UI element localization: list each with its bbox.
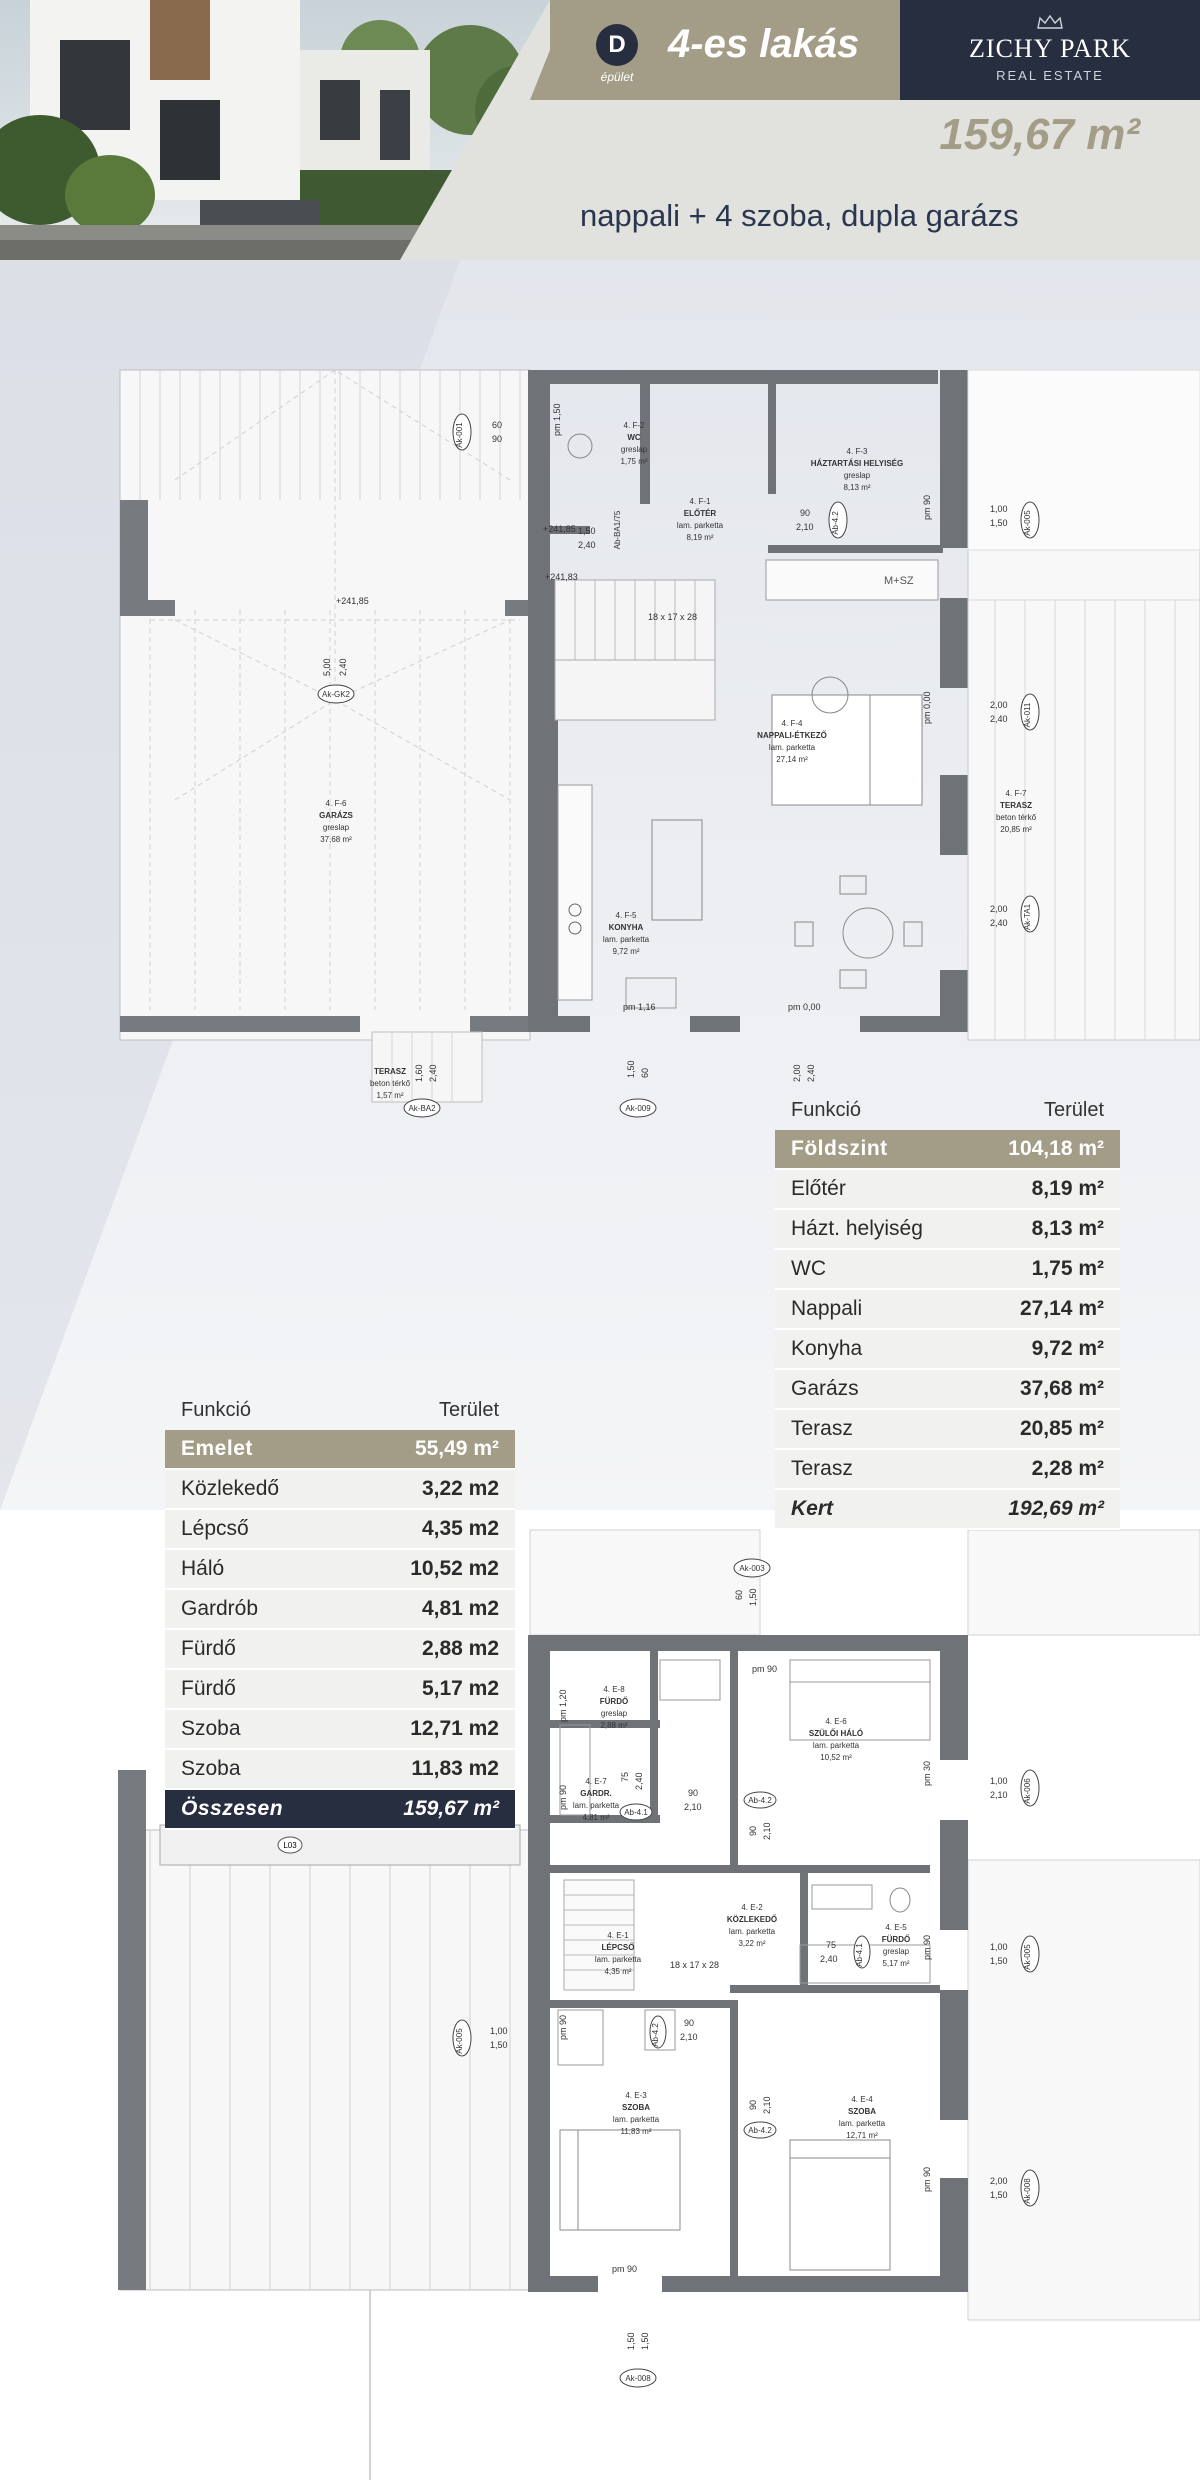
row-label: Fürdő (181, 1637, 236, 1660)
apartment-title: 4-es lakás (668, 22, 860, 66)
header-area: Terület (1043, 1099, 1104, 1121)
table-row (775, 1370, 1120, 1410)
svg-text:2,00: 2,00 (990, 2176, 1008, 2186)
svg-text:1,75 m²: 1,75 m² (620, 457, 648, 466)
svg-text:1,00: 1,00 (990, 504, 1008, 514)
row-label: Konyha (791, 1337, 863, 1360)
svg-text:pm 1,16: pm 1,16 (623, 1002, 656, 1012)
svg-text:lam. parketta: lam. parketta (612, 2115, 660, 2124)
total-label: Összesen (181, 1797, 284, 1820)
svg-text:pm 90: pm 90 (752, 1664, 778, 1674)
row-label: Előtér (791, 1177, 846, 1200)
svg-text:+241,85: +241,85 (543, 524, 576, 534)
svg-text:greslap: greslap (882, 1947, 910, 1956)
svg-text:90: 90 (748, 2099, 758, 2110)
svg-text:pm 0,00: pm 0,00 (788, 1002, 821, 1012)
svg-text:75: 75 (620, 1771, 630, 1782)
svg-text:2,40: 2,40 (338, 658, 348, 676)
row-value: 27,14 m² (1019, 1297, 1104, 1320)
svg-text:8,19 m²: 8,19 m² (686, 533, 714, 542)
svg-text:8,13 m²: 8,13 m² (843, 483, 871, 492)
svg-text:5,00: 5,00 (322, 658, 332, 676)
svg-text:NAPPALI-ÉTKEZŐ: NAPPALI-ÉTKEZŐ (757, 731, 827, 740)
svg-text:lam. parketta: lam. parketta (728, 1927, 776, 1936)
svg-text:60: 60 (492, 420, 503, 430)
svg-text:Ab-4.2: Ab-4.2 (831, 511, 840, 535)
table-row (165, 1750, 515, 1790)
svg-text:Ab-4.2: Ab-4.2 (748, 1796, 772, 1805)
svg-text:Ak-008: Ak-008 (625, 2374, 651, 2383)
svg-text:2,88 m²: 2,88 m² (600, 1721, 628, 1730)
svg-text:Ak-001: Ak-001 (455, 422, 464, 448)
row-value: 20,85 m² (1019, 1417, 1104, 1440)
svg-text:2,10: 2,10 (680, 2032, 698, 2042)
building-badge: D (596, 24, 638, 66)
svg-text:4. E-2: 4. E-2 (741, 1903, 763, 1912)
svg-text:pm 90: pm 90 (612, 2264, 638, 2274)
svg-text:pm 90: pm 90 (922, 494, 932, 520)
svg-text:TERASZ: TERASZ (1000, 801, 1032, 810)
row-label: WC (791, 1257, 826, 1280)
svg-text:Ak-009: Ak-009 (625, 1104, 651, 1113)
svg-text:1,50: 1,50 (626, 1060, 636, 1078)
row-label: Házt. helyiség (791, 1217, 923, 1240)
svg-text:beton térkő: beton térkő (369, 1079, 411, 1088)
svg-text:beton térkő: beton térkő (995, 813, 1037, 822)
svg-text:2,10: 2,10 (762, 1822, 772, 1840)
svg-text:2,40: 2,40 (990, 918, 1008, 928)
row-value: 4,35 m2 (421, 1517, 499, 1540)
svg-text:lam. parketta: lam. parketta (812, 1741, 860, 1750)
total-value: 159,67 m² (403, 1797, 499, 1820)
svg-text:4. E-6: 4. E-6 (825, 1717, 847, 1726)
row-value: 8,19 m² (1031, 1177, 1104, 1200)
row-label: Nappali (791, 1297, 863, 1320)
svg-text:4. F-3: 4. F-3 (846, 447, 868, 456)
svg-text:M+SZ: M+SZ (884, 575, 914, 587)
svg-text:1,50: 1,50 (748, 1588, 758, 1606)
svg-text:lam. parketta: lam. parketta (676, 521, 724, 530)
svg-text:greslap: greslap (600, 1709, 628, 1718)
svg-text:lam. parketta: lam. parketta (572, 1801, 620, 1810)
svg-text:ELŐTÉR: ELŐTÉR (683, 509, 717, 518)
svg-text:LÉPCSŐ: LÉPCSŐ (601, 1943, 635, 1952)
svg-text:Ak-005: Ak-005 (1023, 510, 1032, 536)
svg-text:3,22 m²: 3,22 m² (738, 1939, 766, 1948)
svg-text:4. F-1: 4. F-1 (689, 497, 711, 506)
row-value: 9,72 m² (1031, 1337, 1104, 1360)
total-row (165, 1790, 515, 1830)
row-value: 2,88 m2 (421, 1637, 499, 1660)
svg-text:4. F-6: 4. F-6 (325, 799, 347, 808)
svg-text:1,50: 1,50 (578, 526, 596, 536)
svg-text:4. E-8: 4. E-8 (603, 1685, 625, 1694)
svg-text:Ab-4.2: Ab-4.2 (651, 2023, 660, 2047)
svg-text:20,85 m²: 20,85 m² (1000, 825, 1032, 834)
ground-floor-plan (120, 370, 1200, 1117)
svg-text:1,50: 1,50 (990, 1956, 1008, 1966)
svg-text:90: 90 (684, 2018, 695, 2028)
svg-text:WC: WC (627, 433, 641, 442)
svg-text:90: 90 (800, 508, 811, 518)
row-label: Terasz (791, 1417, 853, 1440)
svg-text:Ak-006: Ak-006 (1023, 1778, 1032, 1804)
svg-text:2,00: 2,00 (792, 1064, 802, 1082)
svg-text:1,50: 1,50 (490, 2040, 508, 2050)
header-function: Funkció (181, 1399, 252, 1421)
svg-text:greslap: greslap (620, 445, 648, 454)
svg-text:2,40: 2,40 (578, 540, 596, 550)
svg-text:pm 1,50: pm 1,50 (552, 403, 562, 436)
svg-text:5,17 m²: 5,17 m² (882, 1959, 910, 1968)
svg-text:9,72 m²: 9,72 m² (612, 947, 640, 956)
svg-text:Ak-008: Ak-008 (1023, 2178, 1032, 2204)
svg-text:90: 90 (688, 1788, 699, 1798)
summary-label: Földszint (791, 1137, 888, 1160)
row-value: 2,28 m² (1031, 1457, 1104, 1480)
row-label: Háló (181, 1557, 225, 1580)
svg-text:90: 90 (748, 1825, 758, 1836)
svg-text:SZÜLŐI HÁLÓ: SZÜLŐI HÁLÓ (808, 1729, 864, 1738)
svg-text:+241,85: +241,85 (336, 596, 369, 606)
svg-text:4. F-4: 4. F-4 (781, 719, 803, 728)
svg-text:1,50: 1,50 (990, 518, 1008, 528)
svg-text:2,00: 2,00 (990, 700, 1008, 710)
row-label: Fürdő (181, 1677, 236, 1700)
svg-text:Ak-BA2: Ak-BA2 (408, 1104, 436, 1113)
row-value: 4,81 m2 (421, 1597, 499, 1620)
apartment-subtitle: nappali + 4 szoba, dupla garázs (580, 198, 1019, 233)
table-row (775, 1290, 1120, 1330)
svg-text:4. E-7: 4. E-7 (585, 1777, 607, 1786)
svg-text:+241,83: +241,83 (545, 572, 578, 582)
svg-text:2,40: 2,40 (806, 1064, 816, 1082)
svg-text:60: 60 (640, 1067, 650, 1078)
summary-value: 104,18 m² (1008, 1137, 1104, 1160)
svg-text:2,10: 2,10 (796, 522, 814, 532)
row-label: Lépcső (181, 1517, 249, 1540)
building-label: épület (600, 70, 634, 84)
svg-text:Ak-011: Ak-011 (1023, 702, 1032, 728)
table-header (775, 1090, 1120, 1130)
svg-text:pm 1,20: pm 1,20 (558, 1689, 568, 1722)
svg-text:4. F-7: 4. F-7 (1005, 789, 1027, 798)
svg-text:4. E-1: 4. E-1 (607, 1931, 629, 1940)
svg-text:2,40: 2,40 (990, 714, 1008, 724)
svg-text:Ak-003: Ak-003 (739, 1564, 765, 1573)
svg-text:Ak-005: Ak-005 (1023, 1944, 1032, 1970)
svg-text:2,10: 2,10 (684, 1802, 702, 1812)
svg-text:SZOBA: SZOBA (848, 2107, 876, 2116)
header-function: Funkció (791, 1099, 862, 1121)
svg-text:lam. parketta: lam. parketta (768, 743, 816, 752)
svg-text:75: 75 (826, 1940, 837, 1950)
table-header (165, 1390, 515, 1430)
svg-text:lam. parketta: lam. parketta (838, 2119, 886, 2128)
upper-floor-area-table (165, 1390, 515, 1830)
row-label: Terasz (791, 1457, 853, 1480)
svg-text:Ab-BA1/75: Ab-BA1/75 (613, 510, 622, 550)
row-label: Garázs (791, 1377, 859, 1400)
svg-text:1,00: 1,00 (490, 2026, 508, 2036)
table-row (165, 1550, 515, 1590)
table-row (775, 1450, 1120, 1490)
svg-text:SZOBA: SZOBA (622, 2103, 650, 2112)
svg-text:KÖZLEKEDŐ: KÖZLEKEDŐ (726, 1915, 778, 1924)
svg-text:lam. parketta: lam. parketta (594, 1955, 642, 1964)
table-row (165, 1630, 515, 1670)
ground-summary-row (775, 1130, 1120, 1170)
summary-label: Emelet (181, 1437, 253, 1460)
svg-text:GARDR.: GARDR. (580, 1789, 612, 1798)
svg-text:90: 90 (492, 434, 503, 444)
svg-text:L03: L03 (283, 1841, 297, 1850)
svg-text:4. E-5: 4. E-5 (885, 1923, 907, 1932)
svg-text:Ak-GK2: Ak-GK2 (321, 690, 351, 699)
svg-text:2,00: 2,00 (990, 904, 1008, 914)
svg-text:TERASZ: TERASZ (374, 1067, 406, 1076)
svg-text:Ak-005: Ak-005 (455, 2028, 464, 2054)
table-row (165, 1590, 515, 1630)
svg-text:2,40: 2,40 (820, 1954, 838, 1964)
row-label: Gardrób (181, 1597, 259, 1620)
svg-text:1,60: 1,60 (414, 1064, 424, 1082)
svg-text:lam. parketta: lam. parketta (602, 935, 650, 944)
svg-text:Ab-4.1: Ab-4.1 (855, 1943, 864, 1967)
svg-text:1,50: 1,50 (640, 2332, 650, 2350)
svg-text:Ab-4.1: Ab-4.1 (624, 1808, 648, 1817)
svg-text:greslap: greslap (843, 471, 871, 480)
svg-text:1,00: 1,00 (990, 1942, 1008, 1952)
svg-text:Ab-4.2: Ab-4.2 (748, 2126, 772, 2135)
row-label: Közlekedő (181, 1477, 280, 1500)
svg-text:FÜRDŐ: FÜRDŐ (881, 1935, 911, 1944)
svg-text:27,14 m²: 27,14 m² (776, 755, 808, 764)
garden-value: 192,69 m² (1008, 1497, 1104, 1520)
total-area: 159,67 m² (939, 110, 1140, 159)
svg-text:pm 90: pm 90 (922, 2166, 932, 2192)
row-value: 11,83 m2 (411, 1757, 499, 1780)
svg-text:10,52 m²: 10,52 m² (820, 1753, 852, 1762)
svg-text:4,35 m²: 4,35 m² (604, 1967, 632, 1976)
svg-text:4. E-3: 4. E-3 (625, 2091, 647, 2100)
svg-text:2,10: 2,10 (762, 2096, 772, 2114)
svg-text:37,68 m²: 37,68 m² (320, 835, 352, 844)
row-value: 8,13 m² (1031, 1217, 1104, 1240)
row-value: 1,75 m² (1031, 1257, 1104, 1280)
svg-text:KONYHA: KONYHA (608, 923, 644, 932)
row-value: 3,22 m2 (421, 1477, 499, 1500)
table-row (775, 1210, 1120, 1250)
row-value: 37,68 m² (1019, 1377, 1104, 1400)
svg-text:Ak-TA1: Ak-TA1 (1023, 903, 1032, 931)
svg-text:2,40: 2,40 (428, 1064, 438, 1082)
svg-text:pm 0,00: pm 0,00 (922, 691, 932, 724)
brand-subtitle: REAL ESTATE (996, 68, 1104, 83)
svg-text:60: 60 (734, 1589, 744, 1600)
svg-text:pm 90: pm 90 (558, 2014, 568, 2040)
svg-text:2,10: 2,10 (990, 1790, 1008, 1800)
svg-text:pm 90: pm 90 (922, 1934, 932, 1960)
row-label: Szoba (181, 1757, 241, 1780)
svg-text:greslap: greslap (322, 823, 350, 832)
svg-text:18 x 17 x 28: 18 x 17 x 28 (670, 1960, 720, 1970)
header-area: Terület (438, 1399, 499, 1421)
svg-text:4. F-2: 4. F-2 (623, 421, 645, 430)
upper-summary-row (165, 1430, 515, 1470)
summary-value: 55,49 m² (414, 1437, 499, 1460)
brand-name: ZICHY PARK (969, 34, 1131, 63)
table-row (165, 1470, 515, 1510)
svg-text:12,71 m²: 12,71 m² (846, 2131, 878, 2140)
ground-floor-area-table (775, 1090, 1120, 1530)
svg-text:18 x 17 x 28: 18 x 17 x 28 (648, 612, 698, 622)
svg-text:GARÁZS: GARÁZS (319, 811, 353, 820)
row-value: 12,71 m2 (410, 1717, 499, 1740)
row-value: 5,17 m2 (421, 1677, 499, 1700)
table-row (165, 1670, 515, 1710)
table-row (775, 1250, 1120, 1290)
svg-text:11,83 m²: 11,83 m² (620, 2127, 652, 2136)
table-row (775, 1330, 1120, 1370)
svg-text:1,57 m²: 1,57 m² (376, 1091, 404, 1100)
table-row (775, 1410, 1120, 1450)
svg-text:4,81 m²: 4,81 m² (582, 1813, 610, 1822)
row-label: Szoba (181, 1717, 241, 1740)
garden-label: Kert (791, 1497, 834, 1520)
table-row (165, 1510, 515, 1550)
table-row (775, 1170, 1120, 1210)
svg-text:FÜRDŐ: FÜRDŐ (599, 1697, 629, 1706)
garden-row (775, 1490, 1120, 1530)
svg-text:1,50: 1,50 (990, 2190, 1008, 2200)
row-value: 10,52 m2 (410, 1557, 499, 1580)
svg-text:4. E-4: 4. E-4 (851, 2095, 873, 2104)
svg-text:HÁZTARTÁSI HELYISÉG: HÁZTARTÁSI HELYISÉG (810, 459, 904, 468)
svg-text:4. F-5: 4. F-5 (615, 911, 637, 920)
svg-text:1,50: 1,50 (626, 2332, 636, 2350)
svg-text:2,40: 2,40 (634, 1772, 644, 1790)
svg-text:1,00: 1,00 (990, 1776, 1008, 1786)
table-row (165, 1710, 515, 1750)
svg-text:pm 30: pm 30 (922, 1760, 932, 1786)
svg-text:pm 90: pm 90 (558, 1784, 568, 1810)
